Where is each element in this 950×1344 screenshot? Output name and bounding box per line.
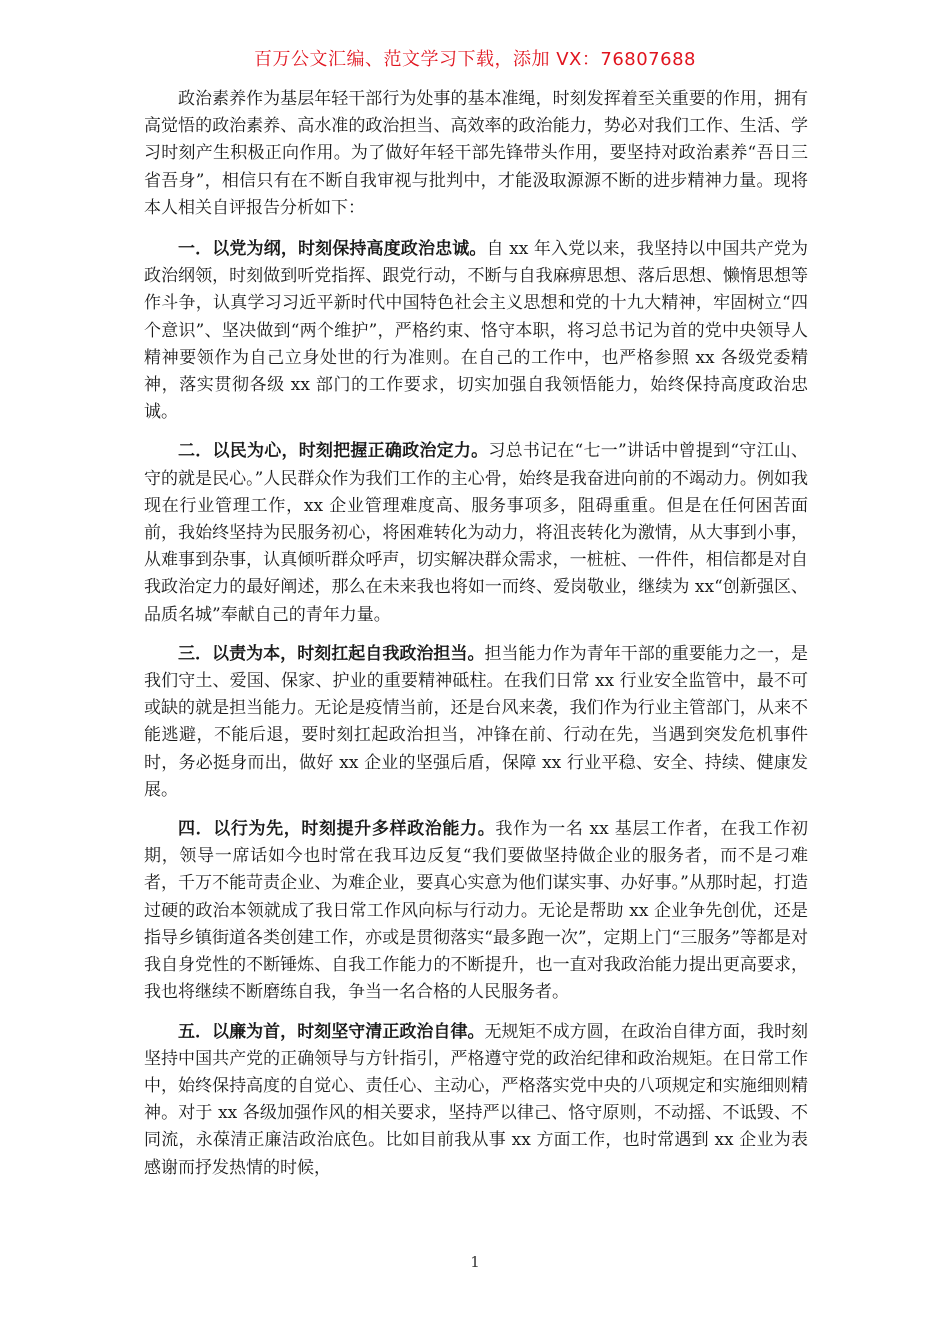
section-text-3: 担当能力作为青年干部的重要能力之一，是我们守土、爱国、保家、护业的重要精神砥柱。在我们日常 xx 行业安全监管中，最不可或缺的就是担当能力。无论是疫情当前，还是台风来袭，我们作为行业主管部门，从来不能逃避，不能后退，要时刻扛起政治担当，冲锋在前、行动在先，当遇到突发危机事件时，务必挺身而出，做好 xx 企业的坚强后盾，保障 xx 行业平稳、安全、持续、健康发展。 — [144, 643, 808, 800]
section-text-5: 无规矩不成方圆，在政治自律方面，我时刻坚持中国共产党的正确领导与方针指引，严格遵守党的政治纪律和政治规矩。在日常工作中，始终保持高度的自觉心、责任心、主动心，严格落实党中央的八项规定和实施细则精神。对于 xx 各级加强作风的相关要求，坚持严以律己、恪守原则，不动摇、不诋毁、不同流，永葆清正廉洁政治底色。比如目前我从事 xx 方面工作，也时常遇到 xx 企业为表感谢而抒发热情的时候， — [144, 1021, 808, 1178]
section-text-4: 我作为一名 xx 基层工作者，在我工作初期，领导一席话如今也时常在我耳边反复“我们要做坚持做企业的服务者，而不是刁难者，千万不能苛责企业、为难企业，要真心实意为他们谋实事、办好事。”从那时起，打造过硬的政治本领就成了我日常工作风向标与行动力。无论是帮助 xx 企业争先创优，还是指导乡镇街道各类创建工作，亦或是贯彻落实“最多跑一次”，定期上门“三服务”等都是对我自身党性的不断锤炼、自我工作能力的不断提升，也一直对我政治能力提出更高要求，我也将继续不断磨练自我，争当一名合格的人民服务者。 — [144, 819, 809, 1003]
section-heading-4: 四．以行为先，时刻提升多样政治能力。 — [178, 819, 496, 840]
header-banner: 百万公文汇编、范文学习下载，添加 VX：76807688 — [254, 49, 696, 70]
section-heading-5: 五．以廉为首，时刻坚守清正政治自律。 — [178, 1021, 485, 1042]
section-paragraph-3 — [144, 641, 808, 804]
section-paragraph-1 — [144, 236, 808, 426]
section-text-2: 习总书记在“七一”讲话中曾提到“守江山、守的就是民心。”人民群众作为我们工作的主心骨，始终是我奋进向前的不竭动力。例如我现在行业管理工作，xx 企业管理难度高、服务事项多，阻碍重重。但是在任何困苦面前，我始终坚持为民服务初心，将困难转化为动力，将沮丧转化为激情，从大事到小事，从难事到杂事，认真倾听群众呼声，切实解决群众需求，一桩桩、一件件，相信都是对自我政治定力的最好阐述，那么在未来我也将如一而终、爱岗敬业，继续为 xx“创新强区、品质名城”奉献自己的青年力量。 — [144, 441, 808, 625]
intro-paragraph: 政治素养作为基层年轻干部行为处事的基本准绳，时刻发挥着至关重要的作用，拥有高觉悟的政治素养、高水准的政治担当、高效率的政治能力，势必对我们工作、生活、学习时刻产生积极正向作用。为了做好年轻干部先锋带头作用，要坚持对政治素养“吾日三省吾身”，相信只有在不断自我审视与批判中，才能汲取源源不断的进步精神力量。现将本人相关自评报告分析如下： — [144, 89, 808, 218]
section-heading-3: 三．以责为本，时刻扛起自我政治担当。 — [178, 643, 485, 664]
page-number: 1 — [470, 1253, 480, 1271]
document-body — [144, 86, 808, 1194]
section-paragraph-5 — [144, 1019, 808, 1182]
section-text-1: 自 xx 年入党以来，我坚持以中国共产党为政治纲领，时刻做到听党指挥、跟党行动，不断与自我麻痹思想、落后思想、懒惰思想等作斗争，认真学习习近平新时代中国特色社会主义思想和党的十九大精神，牢固树立“四个意识”、坚决做到“两个维护”，严格约束、恪守本职，将习总书记为首的党中央领导人精神要领作为自己立身处世的行为准则。在自己的工作中，也严格参照 xx 各级党委精神，落实贯彻各级 xx 部门的工作要求，切实加强自我领悟能力，始终保持高度政治忠诚。 — [144, 239, 809, 423]
section-heading-2: 二．以民为心，时刻把握正确政治定力。 — [178, 441, 489, 462]
section-heading-1: 一．以党为纲，时刻保持高度政治忠诚。 — [178, 239, 487, 260]
section-paragraph-2 — [144, 438, 808, 628]
section-paragraph-4 — [144, 816, 808, 1006]
